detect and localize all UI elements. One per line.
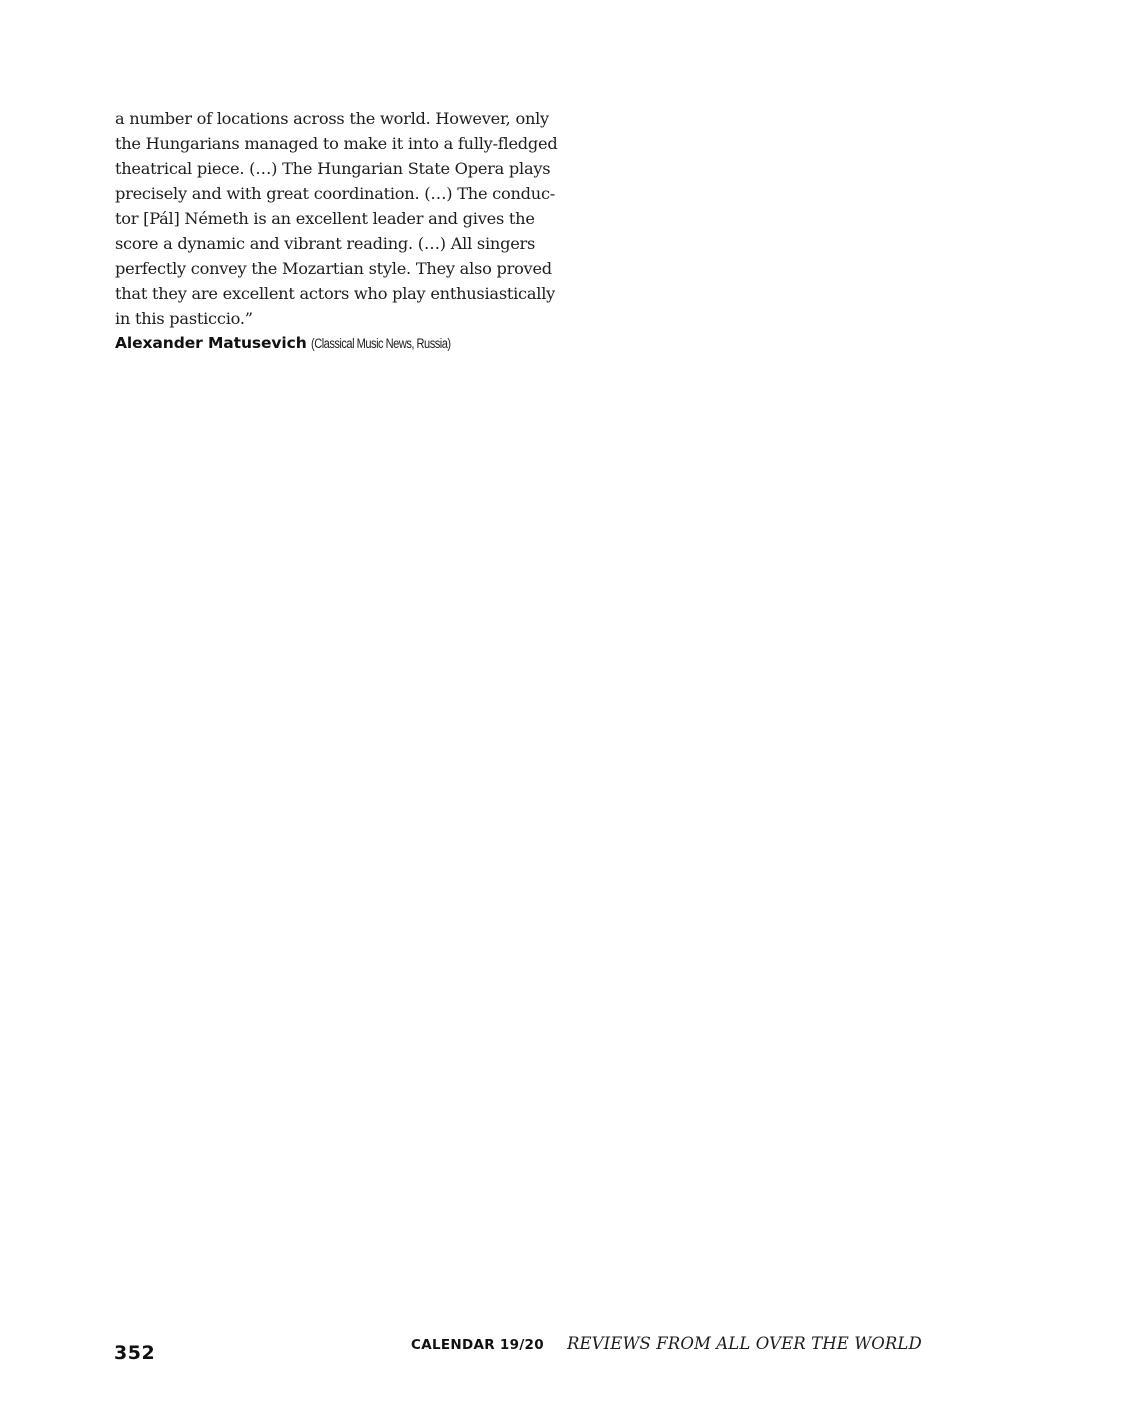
review-line: score a dynamic and vibrant reading. (…) All singers	[115, 234, 536, 253]
review-line: tor [Pál] Németh is an excellent leader and gives the	[115, 209, 535, 228]
reviewer-source: (Classical Music News, Russia)	[310, 336, 451, 351]
review-line: perfectly convey the Mozartian style. They also proved	[115, 259, 552, 278]
review-line: that they are excellent actors who play enthusiastically	[115, 284, 556, 303]
review-line: precisely and with great coordination. (…) The conduc-	[115, 184, 555, 203]
review-line: the Hungarians managed to make it into a fully-fledged	[115, 134, 558, 153]
review-column	[115, 106, 558, 356]
review-line: theatrical piece. (…) The Hungarian State Opera plays	[115, 159, 551, 178]
review-line: in this pasticcio.”	[115, 309, 253, 328]
page-number: 352	[114, 1342, 156, 1364]
review-attribution	[115, 331, 535, 356]
running-footer-calendar: CALENDAR 19/20	[411, 1337, 544, 1353]
review-quote	[115, 106, 558, 331]
reviewer-name: Alexander Matusevich	[115, 334, 307, 352]
review-line: a number of locations across the world. However, only	[115, 109, 549, 128]
running-footer-section: REVIEWS FROM ALL OVER THE WORLD	[567, 1334, 922, 1353]
